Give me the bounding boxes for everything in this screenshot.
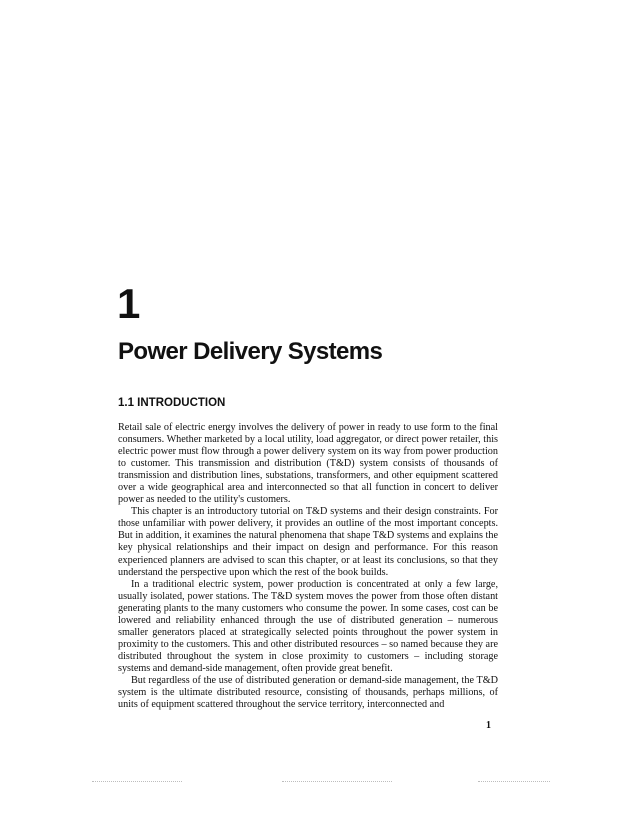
paragraph-1: Retail sale of electric energy involves the delivery of power in ready to use form to the final consumers. Whether marketed by a local utility, load aggregator, or direct power retailer, this electric power must flow through a power delivery system on its way from power production to customer. This transmission and distribution (T&D) system consists of thousands of transmission and distribution lines, substations, transformers, and other equipment scattered over a wide geographical area and interconnected so that all function in concert to deliver power as needed to the utility's customers. — [118, 422, 498, 506]
section-heading: 1.1 INTRODUCTION — [118, 397, 226, 409]
chapter-number: 1 — [117, 280, 140, 327]
scan-artifact-line — [282, 781, 392, 782]
paragraph-4: But regardless of the use of distributed generation or demand-side management, the T&D system is the ultimate distributed resource, consisting of thousands, perhaps millions, of units of equipment scattered throughout the service territory, interconnected and — [118, 674, 498, 711]
chapter-title: Power Delivery Systems — [118, 338, 383, 365]
scan-artifact-line — [92, 781, 182, 782]
scan-artifact-line — [478, 781, 550, 782]
page-number: 1 — [486, 720, 491, 731]
paragraph-3: In a traditional electric system, power production is concentrated at only a few large, usually isolated, power stations. The T&D system moves the power from those often distant generating plants to the many customers who consume the power. In some cases, cost can be lowered and reliability enhanced through the use of distributed generation – numerous smaller generators placed at strategically selected points throughout the power system in proximity to the customers. This and other distributed resources – so named because they are distributed throughout the system in close proximity to customers – including storage systems and demand-side management, often provide great benefit. — [118, 578, 498, 674]
body-text — [118, 422, 498, 711]
paragraph-2: This chapter is an introductory tutorial on T&D systems and their design constraints. For those unfamiliar with power delivery, it provides an outline of the most important concepts. But in addition, it examines the natural phenomena that shape T&D systems and explains the key physical relationships and their impact on design and performance. For this reason experienced planners are advised to scan this chapter, or at least its conclusions, so that they understand the perspective upon which the rest of the book builds. — [118, 506, 498, 578]
